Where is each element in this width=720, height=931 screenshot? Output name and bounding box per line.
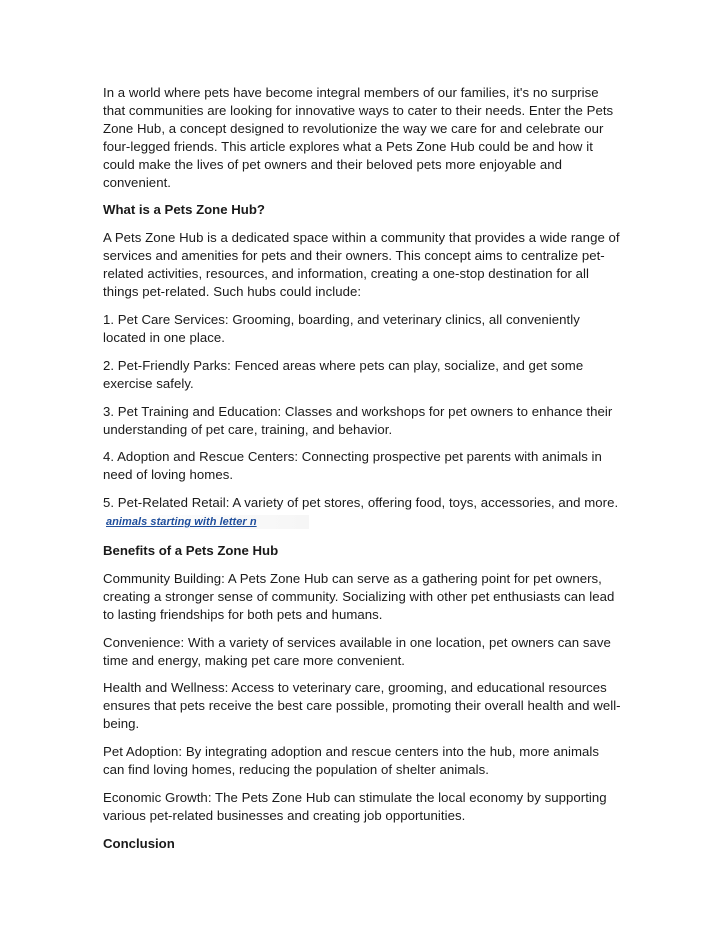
benefit-paragraph: Health and Wellness: Access to veterinary care, grooming, and educational resources ensures that pets receive the best care possible, promoting their overall health and well-being. [103,680,621,732]
section-heading-benefits: Benefits of a Pets Zone Hub [103,543,279,559]
related-link[interactable]: animals starting with letter n [103,515,309,529]
list-item: 3. Pet Training and Education: Classes and workshops for pet owners to enhance their understanding of pet care, training, and behavior. [103,403,613,437]
article-body [103,84,623,863]
benefit-paragraph: Convenience: With a variety of services available in one location, pet owners can save time and energy, making pet care more convenient. [103,634,611,668]
conclusion-heading: Conclusion [103,835,175,851]
list-item: 4. Adoption and Rescue Centers: Connecting prospective pet parents with animals in need of loving homes. [103,449,602,483]
section-heading-what-is: What is a Pets Zone Hub? [103,202,265,218]
benefit-paragraph: Community Building: A Pets Zone Hub can serve as a gathering point for pet owners, creating a stronger sense of community. Socializing with other pet enthusiasts can lead to lasting friendships for both pets and humans. [103,570,615,622]
list-item-with-link [103,494,623,532]
list-item: 2. Pet-Friendly Parks: Fenced areas where pets can play, socialize, and get some exercise safely. [103,357,584,391]
benefit-paragraph: Economic Growth: The Pets Zone Hub can stimulate the local economy by supporting various pet-related businesses and creating job opportunities. [103,790,607,823]
section-paragraph: A Pets Zone Hub is a dedicated space within a community that provides a wide range of services and amenities for pets and their owners. This concept aims to centralize pet-related activities, resources, and information, creating a one-stop destination for all things pet-related. Such hubs could include: [103,230,620,300]
benefit-paragraph: Pet Adoption: By integrating adoption and rescue centers into the hub, more animals can find loving homes, reducing the population of shelter animals. [103,744,600,778]
list-item-text: 5. Pet-Related Retail: A variety of pet stores, offering food, toys, accessories, and more. [103,495,619,511]
intro-paragraph: In a world where pets have become integral members of our families, it's no surprise that communities are looking for innovative ways to cater to their needs. Enter the Pets Zone Hub, a concept designed to revolutionize the way we care for and celebrate our four-legged friends. This article explores what a Pets Zone Hub could be and how it could make the lives of pet owners and their beloved pets more enjoyable and convenient. [103,85,614,190]
list-item: 1. Pet Care Services: Grooming, boarding, and veterinary clinics, all conveniently located in one place. [103,311,580,345]
